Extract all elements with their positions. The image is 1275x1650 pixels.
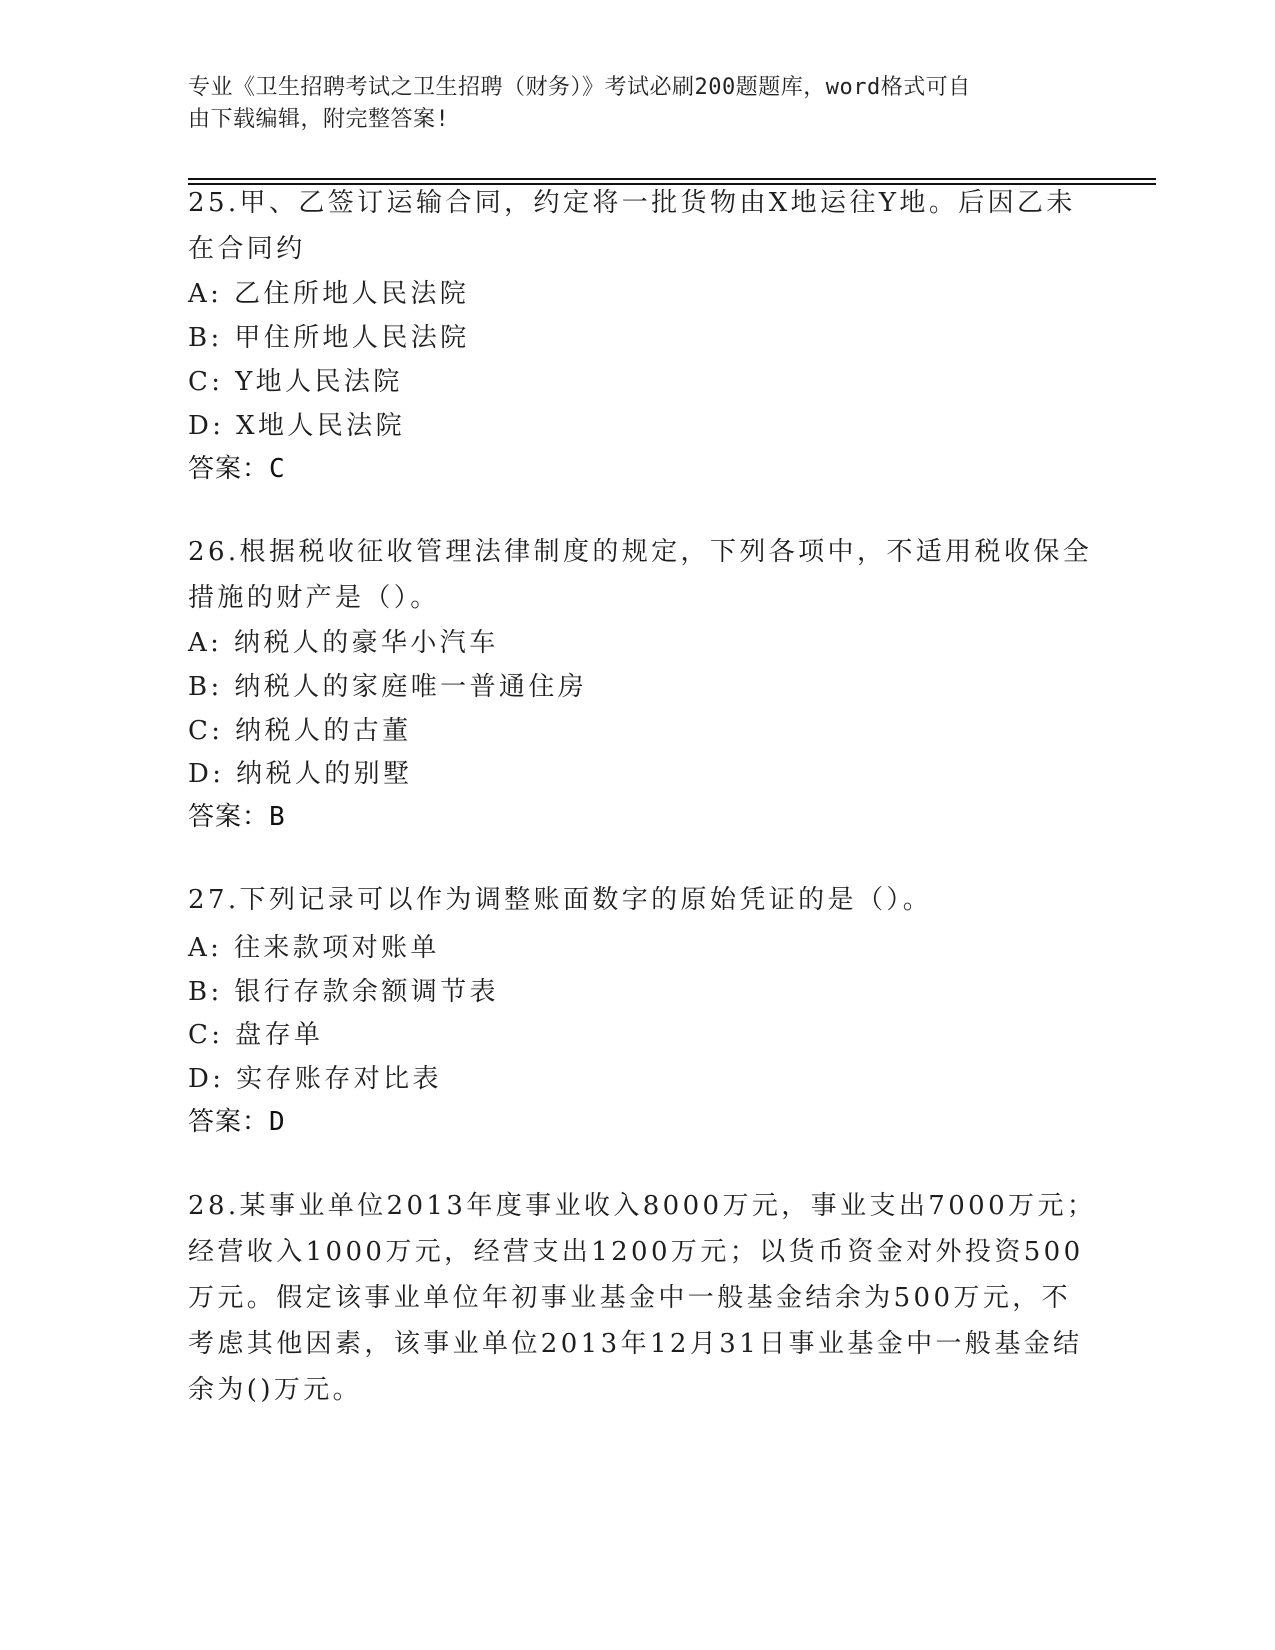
question-26-option-d: D: 纳税人的别墅 — [188, 759, 413, 789]
question-stem-line: 万元。假定该事业单位年初事业基金中一般基金结余为500万元，不 — [188, 1283, 1072, 1313]
question-25-option-a: A: 乙住所地人民法院 — [188, 279, 470, 309]
question-27-stem — [188, 877, 1088, 923]
question-stem-line: 27.下列记录可以作为调整账面数字的原始凭证的是（）。 — [188, 885, 933, 915]
question-25-stem — [188, 180, 1088, 272]
question-26-option-b: B: 纳税人的家庭唯一普通住房 — [188, 672, 588, 702]
question-stem-line: 28.某事业单位2013年度事业收入8000万元，事业支出7000万元； — [188, 1191, 1097, 1221]
header-note-line-1: 专业《卫生招聘考试之卫生招聘（财务）》考试必刷200题题库，word格式可自 — [188, 75, 971, 100]
question-stem-line: 26.根据税收征收管理法律制度的规定，下列各项中，不适用税收保全 — [188, 537, 1093, 567]
question-27-option-c: C: 盘存单 — [188, 1020, 324, 1050]
question-stem-line: 经营收入1000万元，经营支出1200万元；以货币资金对外投资500 — [188, 1237, 1084, 1267]
question-27-option-d: D: 实存账存对比表 — [188, 1064, 442, 1094]
question-26-stem — [188, 529, 1093, 621]
question-stem-line: 25.甲、乙签订运输合同，约定将一批货物由X地运往Y地。后因乙未 — [188, 188, 1076, 218]
question-28-stem — [188, 1183, 1097, 1413]
header-note-line-2: 由下载编辑，附完整答案! — [188, 107, 450, 132]
question-stem-line: 考虑其他因素，该事业单位2013年12月31日事业基金中一般基金结 — [188, 1329, 1083, 1359]
question-25-option-b: B: 甲住所地人民法院 — [188, 323, 470, 353]
question-27-answer: 答案：D — [188, 1107, 286, 1137]
question-26-option-c: C: 纳税人的古董 — [188, 716, 412, 746]
question-27-option-b: B: 银行存款余额调节表 — [188, 977, 499, 1007]
header-note — [188, 72, 1068, 136]
question-26-answer: 答案：B — [188, 802, 286, 832]
question-25-option-c: C: Y地人民法院 — [188, 367, 403, 397]
question-stem-line: 措施的财产是（）。 — [188, 583, 440, 613]
question-stem-line: 在合同约 — [188, 234, 306, 264]
question-26-option-a: A: 纳税人的豪华小汽车 — [188, 628, 499, 658]
question-25-option-d: D: X地人民法院 — [188, 411, 405, 441]
question-stem-line: 余为()万元。 — [188, 1375, 363, 1405]
question-25-answer: 答案：C — [188, 454, 286, 484]
question-27-option-a: A: 往来款项对账单 — [188, 933, 440, 963]
